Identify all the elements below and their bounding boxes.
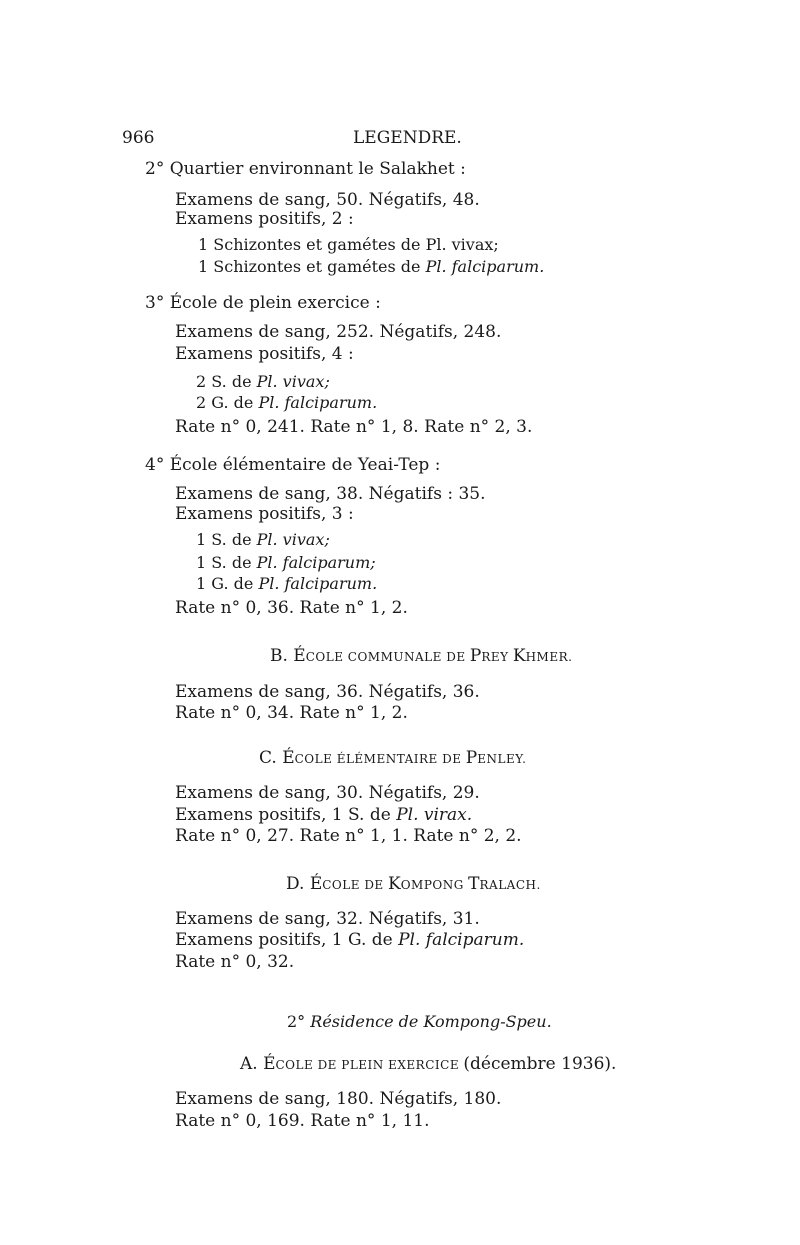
text-line: Examens de sang, 30. Négatifs, 29. bbox=[175, 783, 480, 803]
text-line: Examens positifs, 3 : bbox=[175, 504, 354, 524]
text-line: Examens de sang, 252. Négatifs, 248. bbox=[175, 322, 502, 342]
text-line: Examens de sang, 180. Négatifs, 180. bbox=[175, 1089, 502, 1109]
section-d-heading: D. ÉCOLE DE KOMPONG TRALACH. bbox=[286, 874, 541, 894]
list-item: 1 S. de Pl. vivax; bbox=[196, 530, 330, 549]
text-line: Examens de sang, 32. Négatifs, 31. bbox=[175, 909, 480, 929]
page-number: 966 bbox=[122, 128, 155, 148]
text-line: Examens de sang, 50. Négatifs, 48. bbox=[175, 190, 480, 210]
text-line: Examens positifs, 1 S. de Pl. virax. bbox=[175, 805, 473, 825]
list-item: 2 G. de Pl. falciparum. bbox=[196, 393, 378, 412]
text-line: Examens positifs, 2 : bbox=[175, 209, 354, 229]
list-item: 2 S. de Pl. vivax; bbox=[196, 372, 330, 391]
text-line: Examens positifs, 1 G. de Pl. falciparum. bbox=[175, 930, 525, 950]
section-4-heading: 4° École élémentaire de Yeai-Tep : bbox=[145, 455, 441, 475]
residence-heading: 2° Résidence de Kompong-Speu. bbox=[287, 1012, 552, 1031]
section-c-heading: C. ÉCOLE ÉLÉMENTAIRE DE PENLEY. bbox=[259, 748, 527, 768]
list-item: 1 S. de Pl. falciparum; bbox=[196, 553, 376, 572]
rate-line: Rate n° 0, 27. Rate n° 1, 1. Rate n° 2, 2. bbox=[175, 826, 522, 846]
section-a-heading: A. ÉCOLE DE PLEIN EXERCICE (décembre 1936). bbox=[240, 1054, 617, 1074]
rate-line: Rate n° 0, 32. bbox=[175, 952, 295, 972]
rate-line: Rate n° 0, 241. Rate n° 1, 8. Rate n° 2, 3. bbox=[175, 417, 533, 437]
rate-line: Rate n° 0, 34. Rate n° 1, 2. bbox=[175, 703, 408, 723]
list-item: 1 Schizontes et gamétes de Pl. vivax; bbox=[198, 235, 499, 254]
section-2-heading: 2° Quartier environnant le Salakhet : bbox=[145, 159, 466, 179]
text-line: Examens positifs, 4 : bbox=[175, 344, 354, 364]
list-item: 1 Schizontes et gamétes de Pl. falciparum. bbox=[198, 257, 545, 276]
text-line: Examens de sang, 36. Négatifs, 36. bbox=[175, 682, 480, 702]
text-line: Examens de sang, 38. Négatifs : 35. bbox=[175, 484, 486, 504]
section-3-heading: 3° École de plein exercice : bbox=[145, 293, 381, 313]
running-title: LEGENDRE. bbox=[353, 128, 462, 148]
rate-line: Rate n° 0, 36. Rate n° 1, 2. bbox=[175, 598, 408, 618]
section-b-heading: B. ÉCOLE COMMUNALE DE PREY KHMER. bbox=[270, 646, 573, 666]
rate-line: Rate n° 0, 169. Rate n° 1, 11. bbox=[175, 1111, 430, 1131]
list-item: 1 G. de Pl. falciparum. bbox=[196, 574, 378, 593]
